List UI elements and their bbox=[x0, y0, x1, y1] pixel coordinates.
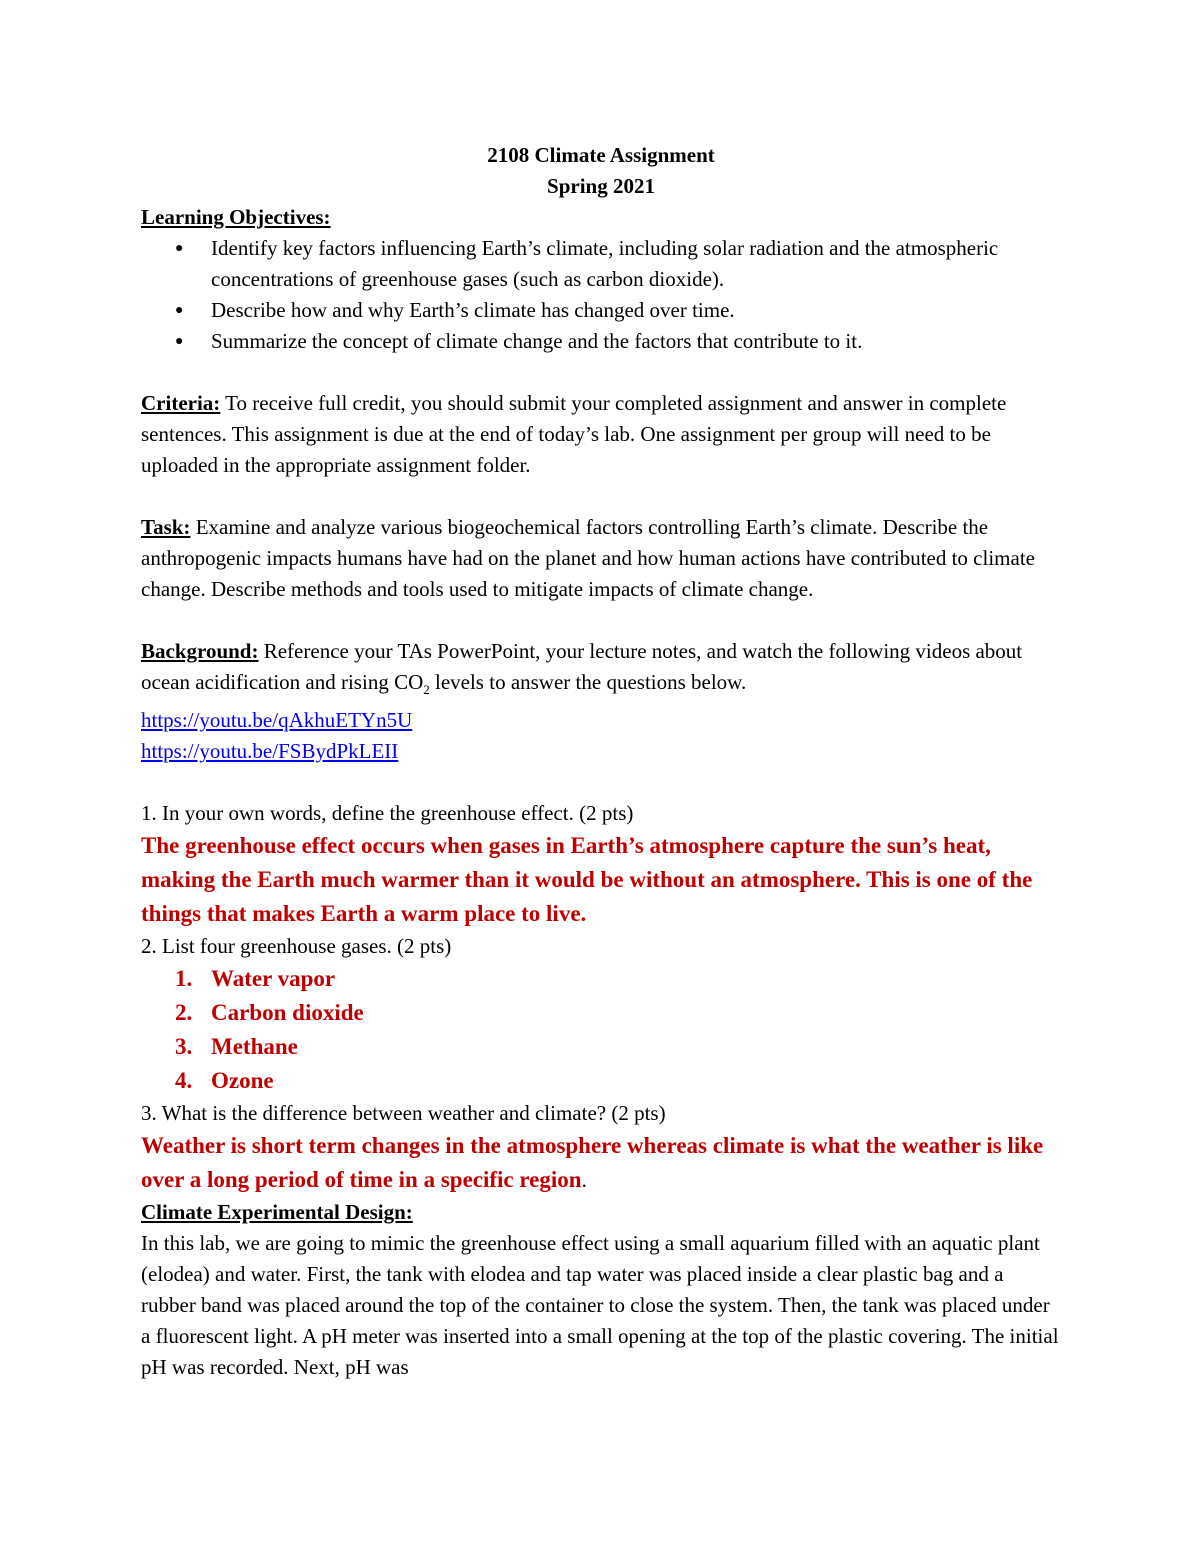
gas-item bbox=[175, 962, 1061, 996]
gas-name: Methane bbox=[211, 1034, 298, 1060]
criteria-text: To receive full credit, you should submit your completed assignment and answer in complete sentences. This assignment is due at the end of today’s lab. One assignment per group will need to be uploaded in the appropriate assignment folder. bbox=[141, 391, 1007, 477]
document-page bbox=[141, 140, 1061, 1383]
objective-text: Identify key factors influencing Earth’s climate, including solar radiation and the atmospheric concentrations of greenhouse gases (such as carbon dioxide). bbox=[211, 236, 999, 291]
objective-text: Summarize the concept of climate change and the factors that contribute to it. bbox=[211, 329, 863, 353]
objective-item bbox=[175, 295, 1061, 326]
objective-item bbox=[175, 326, 1061, 357]
gas-number: 2. bbox=[175, 1000, 193, 1026]
answer-3-paragraph bbox=[141, 1129, 1061, 1197]
task-heading: Task: bbox=[141, 515, 191, 539]
answer-3: Weather is short term changes in the atmosphere whereas climate is what the weather is like over a long period of time in a specific region bbox=[141, 1133, 1044, 1193]
objective-item bbox=[175, 233, 1061, 295]
criteria-heading: Criteria: bbox=[141, 391, 221, 415]
design-paragraph: In this lab, we are going to mimic the greenhouse effect using a small aquarium filled with an aquatic plant (elodea) and water. First, the tank with elodea and tap water was placed inside a clear plastic bag and a rubber band was placed around the top of the container to close the system. Then, the tank was placed under a fluorescent light. A pH meter was inserted into a small opening at the top of the plastic covering. The initial pH was recorded. Next, pH was bbox=[141, 1231, 1059, 1380]
objectives-section bbox=[141, 202, 1061, 357]
background-text-end: levels to answer the questions below. bbox=[429, 670, 747, 694]
gas-item bbox=[175, 1064, 1061, 1098]
greenhouse-gas-list bbox=[141, 962, 1061, 1098]
objectives-heading: Learning Objectives: bbox=[141, 205, 331, 229]
design-heading: Climate Experimental Design: bbox=[141, 1200, 413, 1225]
gas-number: 4. bbox=[175, 1068, 193, 1094]
background-paragraph bbox=[141, 636, 1061, 705]
document-subtitle: Spring 2021 bbox=[547, 174, 655, 198]
question-1: 1. In your own words, define the greenhouse effect. (2 pts) bbox=[141, 801, 634, 826]
question-3: 3. What is the difference between weather and climate? (2 pts) bbox=[141, 1101, 666, 1126]
bullet-icon: ● bbox=[175, 241, 184, 256]
objective-text: Describe how and why Earth’s climate has changed over time. bbox=[211, 298, 735, 322]
answer-1: The greenhouse effect occurs when gases in Earth’s atmosphere capture the sun’s heat, making the Earth much warmer than it would be without an atmosphere. This is one of the things that makes Earth a warm place to live. bbox=[141, 833, 1033, 927]
task-text: Examine and analyze various biogeochemical factors controlling Earth’s climate. Describe the anthropogenic impacts humans have had on the planet and how human actions have contributed to climate change. Describe methods and tools used to mitigate impacts of climate change. bbox=[141, 515, 1035, 601]
criteria-paragraph bbox=[141, 388, 1061, 481]
question-2: 2. List four greenhouse gases. (2 pts) bbox=[141, 934, 452, 959]
video-link-2[interactable]: https://youtu.be/FSBydPkLEII bbox=[141, 739, 399, 764]
gas-number: 1. bbox=[175, 966, 193, 992]
bullet-icon: ● bbox=[175, 303, 184, 318]
background-heading: Background: bbox=[141, 639, 259, 663]
gas-name: Ozone bbox=[211, 1068, 274, 1094]
answer-3-period: . bbox=[581, 1168, 587, 1193]
gas-name: Water vapor bbox=[211, 966, 336, 992]
video-link-1[interactable]: https://youtu.be/qAkhuETYn5U bbox=[141, 708, 413, 733]
document-title: 2108 Climate Assignment bbox=[487, 143, 715, 167]
gas-name: Carbon dioxide bbox=[211, 1000, 364, 1026]
task-paragraph bbox=[141, 512, 1061, 605]
gas-item bbox=[175, 1030, 1061, 1064]
bullet-icon: ● bbox=[175, 334, 184, 349]
co2-subscript: 2 bbox=[423, 682, 430, 698]
gas-number: 3. bbox=[175, 1034, 193, 1060]
objectives-list bbox=[141, 233, 1061, 357]
title-block bbox=[141, 140, 1061, 202]
gas-item bbox=[175, 996, 1061, 1030]
background-text: Reference your TAs PowerPoint, your lecture notes, and watch the following videos about ocean acidification and rising CO bbox=[141, 639, 1023, 694]
